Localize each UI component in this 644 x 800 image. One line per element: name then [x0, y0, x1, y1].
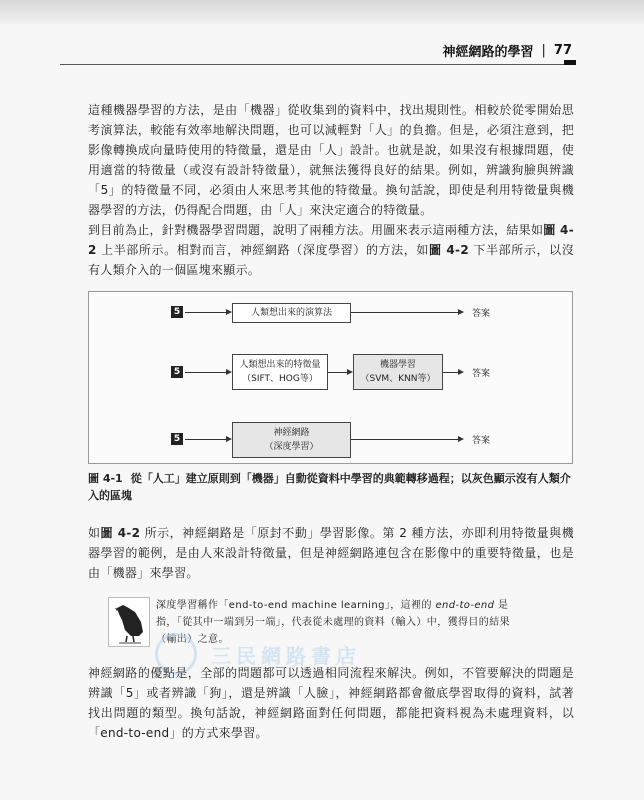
chapter-title: 神經網路的學習	[442, 45, 534, 60]
arrow-head-icon	[458, 436, 464, 442]
note-text-1: 深度學習稱作「end-to-end machine learning」，這裡的	[156, 600, 436, 611]
box-label: 人類想出來的特徵量	[239, 360, 321, 370]
header-mark	[564, 60, 576, 65]
box-label: 神經網路	[273, 428, 310, 438]
page-header	[443, 41, 573, 60]
box-sublabel: （深度學習）	[264, 442, 319, 452]
box-sublabel: （SVM、KNN等）	[360, 374, 436, 384]
output-label: 答案	[472, 309, 491, 319]
arrow-line	[443, 372, 458, 373]
figure-reference: 圖 4-2	[429, 243, 469, 257]
header-rule	[60, 64, 575, 65]
top-bar	[0, 0, 644, 24]
paragraph-4: 神經網路的優點是，全部的問題都可以透過相同流程來解決。例如，不管要解決的問題是辨識「5」或者辨識「狗」，還是辨識「人臉」，神經網路都會徹底學習取得的資料，試著找出問題的類型。換句話說，神經網路面對任何問題，都能把資料視為未處理資料，以「end-to-end」的方式來學習。	[88, 666, 574, 740]
paragraph-2-text-2: 上半部所示。相對而言，神經網路（深度學習）的方法，如	[96, 243, 429, 257]
paragraph-2-text-3: 下半部所示，以沒有人類介入的一個區塊來顯示。	[88, 243, 574, 277]
paragraph-3-text-2: 所示，神經網路是「原封不動」學習影像。第 2 種方法，亦即利用特徵量與機器學習的範例，是由人來設計特徵量，但是神經網路連包含在影像中的重要特徵量，也是由「機器」來學習。	[88, 526, 574, 580]
digit-5-icon: 5	[171, 433, 183, 445]
box-neural-network	[232, 422, 351, 458]
figure-caption	[88, 470, 574, 504]
watermark-text: 三民網路書店	[211, 643, 361, 668]
arrow-head-icon	[458, 309, 464, 315]
note-text-2: 是指，「從其中一端到另一端」，代表從未處理的資料（輸入）中，獲得目的結果（輸出）之意。	[156, 600, 510, 645]
figure-reference: 圖 4-2	[100, 526, 141, 540]
figure-number: 圖 4-1	[88, 472, 123, 485]
paragraph-3	[88, 523, 574, 583]
box-machine-learning	[353, 354, 443, 390]
paragraph-2-text-1: 到目前為止，針對機器學習問題，說明了兩種方法。用圖來表示這兩種方法，結果如	[88, 223, 544, 237]
arrow-line	[328, 372, 348, 373]
paragraph-2	[88, 220, 574, 280]
box-label: 人類想出來的演算法	[250, 308, 332, 318]
paragraph-3-text-1: 如	[88, 526, 101, 540]
box-label: 機器學習	[379, 360, 416, 370]
arrow-line	[351, 312, 458, 313]
box-human-algorithm	[232, 303, 351, 323]
page-number: 77	[553, 43, 572, 58]
arrow-line	[185, 312, 229, 313]
arrow-head-icon	[458, 369, 464, 375]
box-human-features	[232, 354, 328, 390]
paradigm-diagram	[88, 291, 573, 464]
arrow-line	[185, 439, 229, 440]
output-label: 答案	[472, 369, 491, 379]
arrow-line	[351, 439, 458, 440]
digit-5-icon: 5	[171, 306, 183, 318]
header-separator: |	[541, 43, 546, 58]
note-term: end-to-end	[435, 600, 495, 611]
output-label: 答案	[472, 436, 491, 446]
digit-5-icon: 5	[171, 366, 183, 378]
crow-icon	[108, 597, 150, 647]
arrow-line	[185, 372, 229, 373]
caption-text: 從「人工」建立原則到「機器」自動從資料中學習的典範轉移過程；以灰色顯示沒有人類介入的區塊	[88, 472, 571, 502]
box-sublabel: （SIFT、HOG等）	[242, 374, 318, 384]
paragraph-1: 這種機器學習的方法，是由「機器」從收集到的資料中，找出規則性。相較於從零開始思考演算法，較能有效率地解決問題，也可以減輕對「人」的負擔。但是，必須注意到，把影像轉換成向量時使用的特徵量，還是由「人」設計。也就是說，如果沒有根據問題，使用適當的特徵量（或沒有設計特徵量），就無法獲得良好的結果。例如，辨識狗臉與辨識「5」的特徵量不同，必須由人來思考其他的特徵量。換句話說，即使是利用特徵量與機器學習的方法，仍得配合問題，由「人」來決定適合的特徵量。	[88, 103, 574, 217]
figure-reference: 圖 4-2	[88, 223, 574, 257]
